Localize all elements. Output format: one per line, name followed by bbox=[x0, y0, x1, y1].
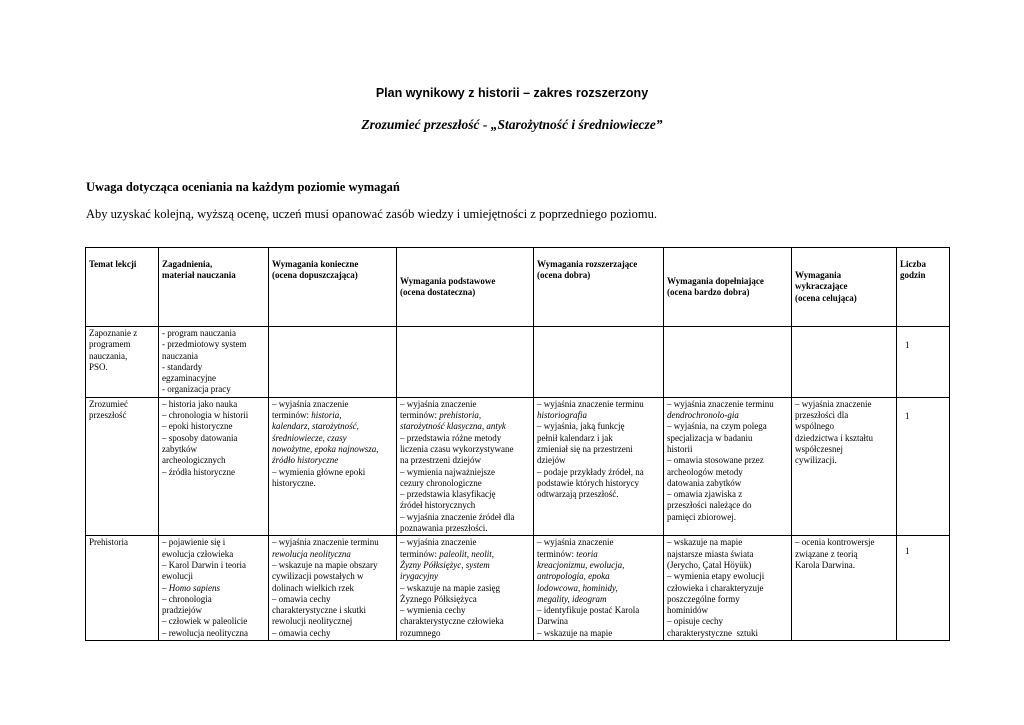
header-content: Zagadnienia, materiał nauczania bbox=[159, 248, 269, 327]
cell-rozszerzajace: – wyjaśnia znaczenie terminu historiografia – wyjaśnia, jaką funkcję pełnił kalendarz i jak zmieniał się na przestrzeni dziejów – podaje przykłady źródeł, na podstawie których historycy odtwarzają przeszłość. bbox=[534, 397, 664, 536]
cell-topic: Zapoznanie z programem nauczania, PSO. bbox=[86, 327, 159, 398]
cell-content: – historia jako nauka – chronologia w historii – epoki historyczne – sposoby datowania zabytków archeologicznych – źródła historyczne bbox=[159, 397, 269, 536]
document-subtitle: Zrozumieć przeszłość - „Starożytność i średniowiecze” bbox=[361, 117, 663, 132]
header-wykraczajace: Wymagania wykraczające (ocena celująca) bbox=[792, 248, 897, 327]
cell-hours: 1 bbox=[897, 397, 950, 536]
header-topic: Temat lekcji bbox=[86, 248, 159, 327]
header-dopelniajace: Wymagania dopełniające (ocena bardzo dobra) bbox=[664, 248, 792, 327]
cell-konieczne: – wyjaśnia znaczenie terminu rewolucja neolityczna – wskazuje na mapie obszary cywilizacji powstałych w dolinach wielkich rzek – omawia cechy charakterystyczne i skutki rewolucji neolitycznej – omawia cechy bbox=[269, 536, 397, 641]
cell-podstawowe: – wyjaśnia znaczenie terminów: prehistoria, starożytność klasyczna, antyk – przedstawia różne metody liczenia czasu wykorzystywane na przestrzeni dziejów – wymienia najważniejsze cezury chronologiczne – przedstawia klasyfikację źródeł historycznych – wyjaśnia znaczenie źródeł dla poznawania przeszłości. bbox=[397, 397, 534, 536]
table-header-row bbox=[86, 248, 950, 327]
cell-rozszerzajace: – wyjaśnia znaczenie terminów: teoria kreacjonizmu, ewolucja, antropologia, epoka lodowcowa, hominidy, megality, ideogram – identyfikuje postać Karola Darwina – wskazuje na mapie bbox=[534, 536, 664, 641]
header-podstawowe: Wymagania podstawowe (ocena dostateczna) bbox=[397, 248, 534, 327]
header-rozszerzajace: Wymagania rozszerzające (ocena dobra) bbox=[534, 248, 664, 327]
cell-wykraczajace bbox=[792, 327, 897, 398]
cell-dopelniajace: – wskazuje na mapie najstarsze miasta świata (Jerycho, Çatal Höyük) – wymienia etapy ewolucji człowieka i charakteryzuje poszczególne formy hominidów – opisuje cechy charakterystyczne sztuki bbox=[664, 536, 792, 641]
header-konieczne: Wymagania konieczne (ocena dopuszczająca) bbox=[269, 248, 397, 327]
cell-dopelniajace bbox=[664, 327, 792, 398]
cell-konieczne bbox=[269, 327, 397, 398]
cell-content: - program nauczania - przedmiotowy system nauczania - standardy egzaminacyjne - organizacja pracy bbox=[159, 327, 269, 398]
cell-topic: Prehistoria bbox=[86, 536, 159, 641]
cell-wykraczajace: – wyjaśnia znaczenie przeszłości dla wspólnego dziedzictwa i kształtu współczesnej cywilizacji. bbox=[792, 397, 897, 536]
document-title: Plan wynikowy z historii – zakres rozszerzony bbox=[375, 86, 649, 100]
note-heading: Uwaga dotycząca oceniania na każdym poziomie wymagań bbox=[86, 180, 400, 194]
cell-rozszerzajace bbox=[534, 327, 664, 398]
cell-hours: 1 bbox=[897, 536, 950, 641]
cell-content: – pojawienie się i ewolucja człowieka – Karol Darwin i teoria ewolucji – Homo sapiens – chronologia pradziejów – człowiek w paleolicie – rewolucja neolityczna bbox=[159, 536, 269, 641]
cell-hours: 1 bbox=[897, 327, 950, 398]
cell-dopelniajace: – wyjaśnia znaczenie terminu dendrochronolo-gia – wyjaśnia, na czym polega specjalizacja w badaniu historii – omawia stosowane przez archeologów metody datowania zabytków – omawia zjawiska z przeszłości należące do pamięci zbiorowej. bbox=[664, 397, 792, 536]
note-text: Aby uzyskać kolejną, wyższą ocenę, uczeń musi opanować zasób wiedzy i umiejętności z poprzedniego poziomu. bbox=[86, 207, 657, 221]
table-row bbox=[86, 397, 950, 536]
table-row bbox=[86, 536, 950, 641]
cell-podstawowe: – wyjaśnia znaczenie terminów: paleolit, neolit, Żyzny Półksiężyc, system irygacyjny – wskazuje na mapie zasięg Żyznego Półksiężyca – wymienia cechy charakterystyczne człowieka rozumnego bbox=[397, 536, 534, 641]
cell-wykraczajace: – ocenia kontrowersje związane z teorią Karola Darwina. bbox=[792, 536, 897, 641]
table-row bbox=[86, 327, 950, 398]
cell-podstawowe bbox=[397, 327, 534, 398]
cell-topic: Zrozumieć przeszłość bbox=[86, 397, 159, 536]
cell-konieczne: – wyjaśnia znaczenie terminów: historia, kalendarz, starożytność, średniowiecze, czasy nowożytne, epoka najnowsza, źródło historyczne – wymienia główne epoki historyczne. bbox=[269, 397, 397, 536]
requirements-table bbox=[85, 247, 950, 641]
header-hours: Liczba godzin bbox=[897, 248, 950, 327]
